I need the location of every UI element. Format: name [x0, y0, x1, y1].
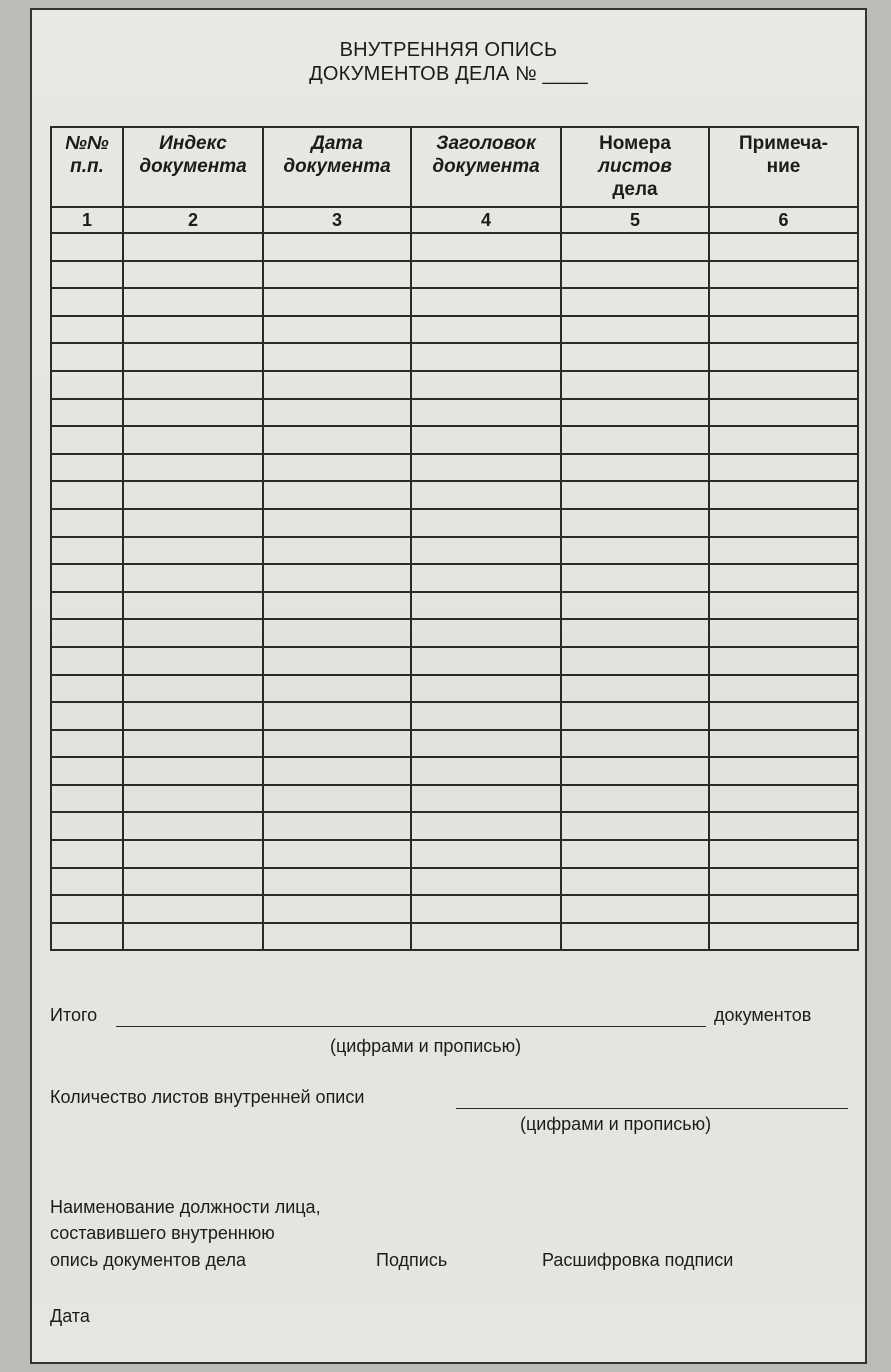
- table-cell[interactable]: [263, 868, 411, 896]
- table-row: [51, 426, 858, 454]
- table-cell[interactable]: [123, 343, 263, 371]
- table-cell[interactable]: [411, 702, 561, 730]
- table-cell[interactable]: [411, 812, 561, 840]
- table-cell[interactable]: [263, 592, 411, 620]
- table-cell[interactable]: [263, 233, 411, 261]
- table-cell[interactable]: [263, 481, 411, 509]
- table-cell[interactable]: [709, 840, 858, 868]
- table-cell[interactable]: [51, 730, 123, 758]
- table-cell[interactable]: [123, 619, 263, 647]
- table-cell[interactable]: [411, 785, 561, 813]
- table-cell[interactable]: [51, 812, 123, 840]
- table-cell[interactable]: [51, 426, 123, 454]
- total-input-line[interactable]: [116, 1026, 706, 1027]
- table-cell[interactable]: [561, 564, 709, 592]
- table-cell[interactable]: [411, 730, 561, 758]
- title-line-2: ДОКУМЕНТОВ ДЕЛА № ____: [309, 63, 588, 85]
- table-cell[interactable]: [123, 812, 263, 840]
- table-cell[interactable]: [263, 675, 411, 703]
- table-row: [51, 288, 858, 316]
- table-row: [51, 509, 858, 537]
- table-cell[interactable]: [709, 923, 858, 951]
- table-cell[interactable]: [123, 481, 263, 509]
- header-note: Примеча- ние: [709, 127, 858, 207]
- table-cell[interactable]: [561, 895, 709, 923]
- table-cell[interactable]: [709, 288, 858, 316]
- table-cell[interactable]: [411, 371, 561, 399]
- table-cell[interactable]: [709, 592, 858, 620]
- table-row: [51, 316, 858, 344]
- table-row: [51, 923, 858, 951]
- table-cell[interactable]: [709, 481, 858, 509]
- header-number: №№ п.п.: [51, 127, 123, 207]
- header-index: Индекс документа: [123, 127, 263, 207]
- table-row: [51, 399, 858, 427]
- table-row: [51, 592, 858, 620]
- table-cell[interactable]: [561, 592, 709, 620]
- table-row: [51, 454, 858, 482]
- table-cell[interactable]: [561, 812, 709, 840]
- table-cell[interactable]: [51, 316, 123, 344]
- table-cell[interactable]: [561, 923, 709, 951]
- header-date: Дата документа: [263, 127, 411, 207]
- table-cell[interactable]: [561, 868, 709, 896]
- table-cell[interactable]: [123, 316, 263, 344]
- table-cell[interactable]: [123, 261, 263, 289]
- table-cell[interactable]: [123, 647, 263, 675]
- table-cell[interactable]: [709, 702, 858, 730]
- column-number: 2: [123, 207, 263, 233]
- table-cell[interactable]: [123, 454, 263, 482]
- table-cell[interactable]: [123, 675, 263, 703]
- table-cell[interactable]: [561, 316, 709, 344]
- table-cell[interactable]: [411, 454, 561, 482]
- column-number-row: [51, 207, 858, 233]
- table-row: [51, 647, 858, 675]
- table-cell[interactable]: [51, 261, 123, 289]
- table-cell[interactable]: [51, 675, 123, 703]
- table-cell[interactable]: [709, 399, 858, 427]
- header-title: Заголовок документа: [411, 127, 561, 207]
- position-line-3: опись документов дела: [50, 1250, 246, 1270]
- table-cell[interactable]: [709, 675, 858, 703]
- table-row: [51, 895, 858, 923]
- table-cell[interactable]: [51, 343, 123, 371]
- table-cell[interactable]: [123, 537, 263, 565]
- table-cell[interactable]: [411, 537, 561, 565]
- table-cell[interactable]: [709, 647, 858, 675]
- table-cell[interactable]: [123, 868, 263, 896]
- table-cell[interactable]: [411, 509, 561, 537]
- table-cell[interactable]: [411, 233, 561, 261]
- table-row: [51, 675, 858, 703]
- sheets-input-line[interactable]: [456, 1108, 848, 1109]
- table-row: [51, 481, 858, 509]
- page-title: [32, 38, 865, 86]
- table-cell[interactable]: [123, 702, 263, 730]
- table-cell[interactable]: [411, 481, 561, 509]
- table-row: [51, 537, 858, 565]
- table-cell[interactable]: [561, 619, 709, 647]
- signature-label: Подпись: [376, 1250, 448, 1270]
- table-cell[interactable]: [123, 730, 263, 758]
- table-cell[interactable]: [411, 592, 561, 620]
- table-cell[interactable]: [411, 261, 561, 289]
- table-cell[interactable]: [263, 426, 411, 454]
- table-cell[interactable]: [263, 399, 411, 427]
- table-cell[interactable]: [709, 757, 858, 785]
- table-row: [51, 261, 858, 289]
- table-cell[interactable]: [709, 895, 858, 923]
- table-cell[interactable]: [709, 785, 858, 813]
- sheets-hint: (цифрами и прописью): [520, 1114, 712, 1134]
- table-cell[interactable]: [561, 261, 709, 289]
- column-number: 5: [561, 207, 709, 233]
- table-cell[interactable]: [123, 757, 263, 785]
- table-cell[interactable]: [411, 343, 561, 371]
- document-page: [30, 8, 867, 1364]
- table-cell[interactable]: [263, 316, 411, 344]
- column-number: 6: [709, 207, 858, 233]
- table-cell[interactable]: [263, 757, 411, 785]
- table-cell[interactable]: [263, 261, 411, 289]
- table-cell[interactable]: [51, 647, 123, 675]
- table-cell[interactable]: [709, 509, 858, 537]
- table-cell[interactable]: [411, 895, 561, 923]
- table-cell[interactable]: [51, 288, 123, 316]
- table-cell[interactable]: [123, 592, 263, 620]
- table-cell[interactable]: [51, 840, 123, 868]
- table-row: [51, 785, 858, 813]
- table-cell[interactable]: [561, 537, 709, 565]
- sheets-label: Количество листов внутренней описи: [50, 1087, 365, 1107]
- table-cell[interactable]: [561, 454, 709, 482]
- inventory-table: [50, 126, 859, 951]
- table-cell[interactable]: [411, 675, 561, 703]
- table-cell[interactable]: [411, 840, 561, 868]
- table-cell[interactable]: [263, 647, 411, 675]
- table-cell[interactable]: [123, 371, 263, 399]
- table-cell[interactable]: [561, 785, 709, 813]
- table-row: [51, 371, 858, 399]
- table-cell[interactable]: [411, 288, 561, 316]
- table-row: [51, 564, 858, 592]
- table-cell[interactable]: [51, 564, 123, 592]
- table-row: [51, 343, 858, 371]
- table-cell[interactable]: [263, 619, 411, 647]
- position-line-2: составившего внутреннюю: [50, 1223, 275, 1243]
- table-cell[interactable]: [561, 840, 709, 868]
- table-cell[interactable]: [263, 454, 411, 482]
- table-cell[interactable]: [709, 454, 858, 482]
- table-cell[interactable]: [561, 730, 709, 758]
- table-cell[interactable]: [263, 537, 411, 565]
- table-cell[interactable]: [51, 509, 123, 537]
- date-label: Дата: [50, 1306, 90, 1326]
- table-row: [51, 702, 858, 730]
- table-cell[interactable]: [263, 343, 411, 371]
- table-cell[interactable]: [263, 730, 411, 758]
- table-cell[interactable]: [263, 895, 411, 923]
- table-cell[interactable]: [51, 702, 123, 730]
- total-suffix: документов: [714, 1005, 812, 1025]
- table-cell[interactable]: [123, 895, 263, 923]
- table-cell[interactable]: [709, 426, 858, 454]
- total-label: Итого: [50, 1005, 98, 1025]
- table-cell[interactable]: [411, 757, 561, 785]
- table-cell[interactable]: [561, 371, 709, 399]
- table-cell[interactable]: [411, 399, 561, 427]
- table-cell[interactable]: [561, 343, 709, 371]
- table-cell[interactable]: [51, 757, 123, 785]
- table-cell[interactable]: [263, 371, 411, 399]
- table-row: [51, 730, 858, 758]
- table-cell[interactable]: [123, 288, 263, 316]
- table-cell[interactable]: [561, 426, 709, 454]
- table-row: [51, 868, 858, 896]
- table-cell[interactable]: [263, 702, 411, 730]
- table-cell[interactable]: [51, 537, 123, 565]
- table-cell[interactable]: [709, 316, 858, 344]
- table-cell[interactable]: [709, 261, 858, 289]
- table-cell[interactable]: [561, 399, 709, 427]
- column-number: 1: [51, 207, 123, 233]
- table-cell[interactable]: [263, 923, 411, 951]
- table-cell[interactable]: [561, 481, 709, 509]
- column-number: 3: [263, 207, 411, 233]
- table-cell[interactable]: [123, 923, 263, 951]
- table-body: [51, 233, 858, 950]
- table-cell[interactable]: [51, 371, 123, 399]
- table-cell[interactable]: [123, 509, 263, 537]
- table-cell[interactable]: [51, 785, 123, 813]
- table-cell[interactable]: [411, 426, 561, 454]
- table-cell[interactable]: [709, 537, 858, 565]
- table-cell[interactable]: [709, 564, 858, 592]
- column-number: 4: [411, 207, 561, 233]
- table-cell[interactable]: [51, 895, 123, 923]
- table-cell[interactable]: [561, 647, 709, 675]
- table-cell[interactable]: [561, 509, 709, 537]
- table-cell[interactable]: [51, 592, 123, 620]
- table-cell[interactable]: [709, 233, 858, 261]
- table-cell[interactable]: [51, 454, 123, 482]
- table-cell[interactable]: [263, 288, 411, 316]
- table-cell[interactable]: [411, 647, 561, 675]
- table-cell[interactable]: [123, 785, 263, 813]
- table-cell[interactable]: [123, 840, 263, 868]
- table-row: [51, 619, 858, 647]
- table-cell[interactable]: [709, 619, 858, 647]
- table-cell[interactable]: [411, 564, 561, 592]
- table-cell[interactable]: [51, 481, 123, 509]
- table-cell[interactable]: [123, 399, 263, 427]
- table-cell[interactable]: [263, 509, 411, 537]
- table-cell[interactable]: [123, 564, 263, 592]
- table-cell[interactable]: [411, 923, 561, 951]
- signature-decode-label: Расшифровка подписи: [542, 1250, 734, 1270]
- table-cell[interactable]: [51, 233, 123, 261]
- table-cell[interactable]: [561, 675, 709, 703]
- title-line-1: ВНУТРЕННЯЯ ОПИСЬ: [339, 39, 558, 61]
- table-cell[interactable]: [51, 399, 123, 427]
- table-cell[interactable]: [411, 316, 561, 344]
- table-cell[interactable]: [561, 288, 709, 316]
- table-cell[interactable]: [561, 233, 709, 261]
- header-sheet-numbers: Номера листов дела: [561, 127, 709, 207]
- table-cell[interactable]: [709, 730, 858, 758]
- table-cell[interactable]: [263, 785, 411, 813]
- table-cell[interactable]: [263, 840, 411, 868]
- table-cell[interactable]: [123, 426, 263, 454]
- table-cell[interactable]: [51, 619, 123, 647]
- table-cell[interactable]: [123, 233, 263, 261]
- table-cell[interactable]: [561, 702, 709, 730]
- table-cell[interactable]: [411, 619, 561, 647]
- table-row: [51, 812, 858, 840]
- table-cell[interactable]: [411, 868, 561, 896]
- total-hint: (цифрами и прописью): [330, 1036, 522, 1056]
- table-cell[interactable]: [263, 564, 411, 592]
- position-line-1: Наименование должности лица,: [50, 1197, 321, 1217]
- table-cell[interactable]: [561, 757, 709, 785]
- table-cell[interactable]: [51, 868, 123, 896]
- table-cell[interactable]: [709, 343, 858, 371]
- table-row: [51, 840, 858, 868]
- table-header-row: [51, 127, 858, 207]
- table-cell[interactable]: [709, 812, 858, 840]
- table-row: [51, 233, 858, 261]
- table-row: [51, 757, 858, 785]
- table-cell[interactable]: [709, 371, 858, 399]
- table-cell[interactable]: [51, 923, 123, 951]
- table-cell[interactable]: [263, 812, 411, 840]
- table-cell[interactable]: [709, 868, 858, 896]
